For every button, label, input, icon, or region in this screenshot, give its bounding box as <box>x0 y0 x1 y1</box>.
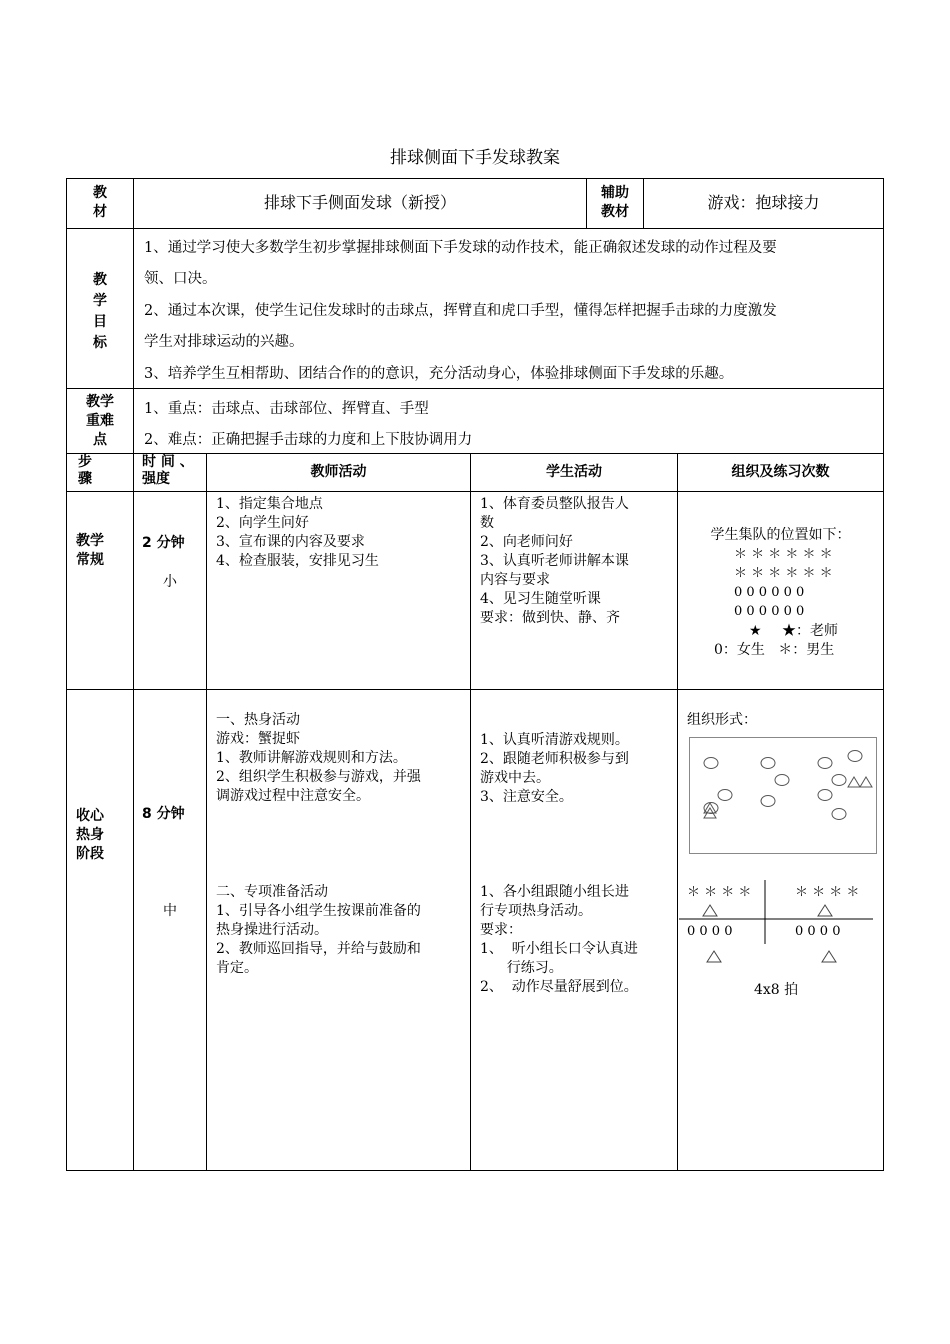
player-circle-icon <box>761 758 775 769</box>
routine-step: 教学 常规 <box>76 533 104 568</box>
key-point: 1、重点：击球点、击球部位、挥臂直、手型 <box>144 401 429 417</box>
hard-point: 2、难点：正确把握手击球的力度和上下肢协调用力 <box>144 432 473 448</box>
warmup-step: 收心 热身 阶段 <box>76 808 104 862</box>
group-row-girls-right: 0 0 0 0 <box>795 924 841 939</box>
warmup-student-part1: 1、认真听清游戏规则。 2、跟随老师积极参与到 游戏中去。 3、注意安全。 <box>480 732 629 805</box>
legend-teacher: ★：老师 <box>782 623 838 639</box>
beats-label: 4x8 拍 <box>754 982 799 998</box>
col-header-org: 组织及练习次数 <box>731 464 830 480</box>
warmup-org-title: 组织形式： <box>687 712 757 728</box>
goal-line: 1、通过学习使大多数学生初步掌握排球侧面下手发球的动作技术，能正确叙述发球的动作过程及要 <box>144 240 777 256</box>
jiaocai-value: 排球下手侧面发球（新授） <box>263 193 456 212</box>
routine-student: 1、体育委员整队报告人 数 2、向老师问好 3、认真听老师讲解本课 内容与要求 4、见习生随堂听课 要求：做到快、静、齐 <box>480 496 629 626</box>
leader-triangle-icon <box>818 905 832 916</box>
player-circle-icon <box>832 775 846 786</box>
group-row-boys-right: ＊ ＊ ＊ ＊ <box>795 885 860 900</box>
warmup-student-part2: 1、各小组跟随小组长进 行专项热身活动。 要求： 1、 听小组长口令认真进 行练习。 2、 动作尽量舒展到位。 <box>480 884 638 995</box>
goal-line: 学生对排球运动的兴趣。 <box>144 334 304 350</box>
warmup-time: 8 分钟 <box>142 806 185 822</box>
player-circle-icon <box>775 775 789 786</box>
player-circle-icon <box>818 758 832 769</box>
routine-time: 2 分钟 <box>142 535 185 551</box>
player-circle-icon <box>718 790 732 801</box>
formation-row-boys: ＊ ＊ ＊ ＊ ＊ ＊ <box>734 566 833 581</box>
routine-teacher: 1、指定集合地点 2、向学生问好 3、宣布课的内容及要求 4、检查服装，安排见习生 <box>216 496 379 569</box>
warmup-intensity: 中 <box>163 903 177 919</box>
fuzhu-label: 辅助 教材 <box>601 185 629 220</box>
leader-triangle-icon <box>703 905 717 916</box>
warmup-teacher-part1: 一、热身活动 游戏：蟹捉虾 1、教师讲解游戏规则和方法。 2、组织学生积极参与游戏，并强 调游戏过程中注意安全。 <box>216 712 421 804</box>
fuzhu-value: 游戏：抱球接力 <box>707 193 820 212</box>
leader-triangle-icon <box>707 951 721 962</box>
player-circle-icon <box>761 796 775 807</box>
routine-intensity: 小 <box>163 574 177 590</box>
goals-label: 教 学 目 标 <box>93 272 107 351</box>
goal-line: 3、培养学生互相帮助、团结合作的的意识，充分活动身心，体验排球侧面下手发球的乐趣。 <box>144 366 734 382</box>
teacher-triangle-icon <box>848 777 860 787</box>
col-header-step: 步 骤 <box>78 454 92 487</box>
teacher-star-icon: ★ <box>749 623 762 639</box>
col-header-time: 时 间 、 强度 <box>142 454 194 487</box>
formation-row-boys: ＊ ＊ ＊ ＊ ＊ ＊ <box>734 547 833 562</box>
col-header-student: 学生活动 <box>546 464 602 480</box>
formation-row-girls: 0 0 0 0 0 0 <box>734 585 805 600</box>
leader-triangle-icon <box>822 951 836 962</box>
teacher-triangle-icon <box>860 777 872 787</box>
routine-org-title: 学生集队的位置如下： <box>710 527 851 543</box>
legend-students: 0：女生 ＊：男生 <box>714 642 835 658</box>
warmup-teacher-part2: 二、专项准备活动 1、引导各小组学生按课前准备的 热身操进行活动。 2、教师巡回指导，并给与鼓励和 肯定。 <box>216 884 421 976</box>
player-circle-icon <box>832 809 846 820</box>
player-circle-icon <box>818 790 832 801</box>
group-row-girls-left: 0 0 0 0 <box>687 924 733 939</box>
difficulty-label: 教学 重难 点 <box>86 394 114 448</box>
page-title: 排球侧面下手发球教案 <box>390 148 560 168</box>
jiaocai-label: 教 材 <box>93 185 107 220</box>
group-row-boys-left: ＊ ＊ ＊ ＊ <box>687 885 752 900</box>
player-circle-icon <box>848 751 862 762</box>
col-header-teacher: 教师活动 <box>310 464 367 480</box>
player-circle-icon <box>704 758 718 769</box>
goal-line: 领、口决。 <box>144 271 217 287</box>
formation-row-girls: 0 0 0 0 0 0 <box>734 604 805 619</box>
goal-line: 2、通过本次课，使学生记住发球时的击球点，挥臂直和虎口手型，懂得怎样把握手击球的力度激发 <box>144 303 777 319</box>
